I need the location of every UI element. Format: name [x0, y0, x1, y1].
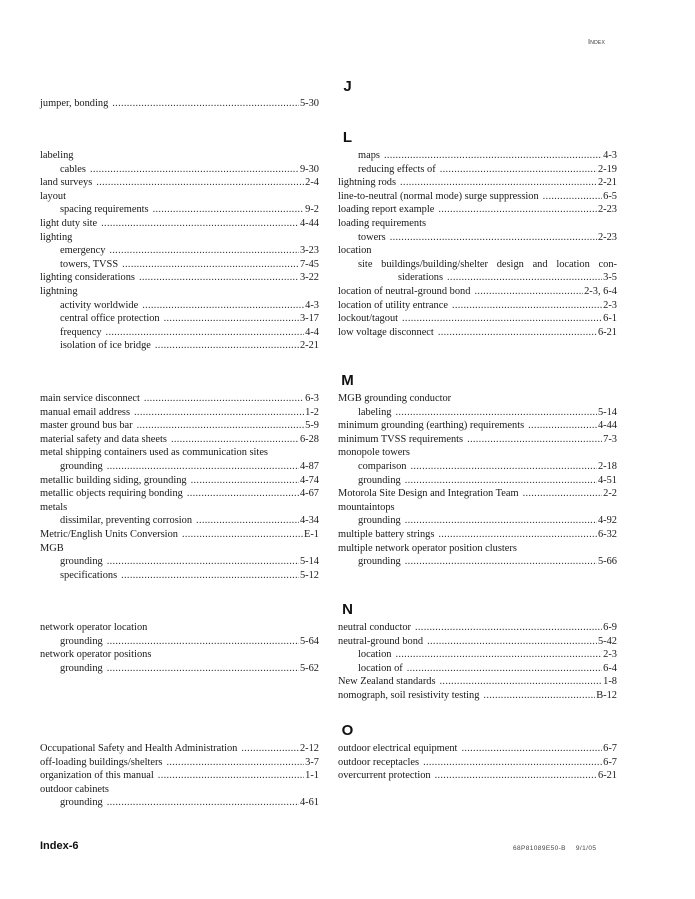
index-term: multiple network operator position clusters [338, 542, 517, 554]
index-entry [40, 446, 319, 460]
index-entry [40, 635, 319, 649]
index-entry [338, 662, 617, 676]
index-entry [40, 149, 319, 163]
index-entry [40, 474, 319, 488]
index-entry [338, 689, 617, 703]
dot-leader [405, 474, 597, 488]
index-term: grounding [60, 662, 103, 674]
index-term: grounding [60, 635, 103, 647]
index-term: overcurrent protection [338, 770, 431, 782]
index-column [40, 621, 319, 675]
dot-leader [461, 742, 602, 756]
index-term: grounding [60, 556, 103, 568]
index-entry [40, 339, 319, 353]
index-term: labeling [358, 406, 392, 418]
index-entry [338, 542, 617, 556]
dot-leader [440, 163, 597, 177]
index-entry [40, 662, 319, 676]
dot-leader [447, 271, 602, 285]
doc-number: 68P81089E50-B [513, 845, 566, 852]
index-term: lightning rods [338, 177, 397, 189]
index-entry [40, 244, 319, 258]
index-term: off-loading buildings/shelters [40, 756, 163, 768]
dot-leader [144, 392, 304, 406]
page-reference[interactable]: 5-14 [597, 406, 617, 418]
index-term: multiple battery strings [338, 528, 435, 540]
page-reference[interactable]: 4-74 [299, 474, 319, 486]
index-term: MGB [40, 542, 64, 554]
index-term: metal shipping containers used as communication sites [40, 447, 268, 459]
index-entry [338, 217, 617, 231]
page-reference[interactable]: 6-21 [597, 326, 617, 338]
dot-leader [438, 326, 597, 340]
index-entry [338, 648, 617, 662]
index-term: lockout/tagout [338, 313, 399, 325]
section-letter-o: O [341, 722, 354, 739]
page-reference[interactable]: 6-9 [603, 622, 617, 633]
dot-leader [158, 769, 304, 783]
index-term: Motorola Site Design and Integration Team [338, 488, 519, 500]
index-term: maps [358, 150, 380, 161]
index-entry [40, 514, 319, 528]
index-entry [338, 326, 617, 340]
index-entry [40, 648, 319, 662]
page-reference[interactable]: 9-30 [299, 163, 319, 175]
index-entry [338, 742, 617, 756]
page-reference[interactable]: 2-21 [299, 340, 319, 352]
page-reference[interactable]: 2-3, 6-4 [584, 285, 617, 297]
page-reference[interactable]: 4-44 [597, 420, 617, 432]
index-term: New Zealand standards [338, 676, 436, 688]
dot-leader [90, 163, 299, 177]
index-column [338, 149, 617, 339]
dot-leader [390, 231, 597, 245]
dot-leader [483, 689, 595, 703]
page-reference[interactable]: 4-4 [305, 326, 319, 338]
index-term: location of neutral-ground bond [338, 285, 471, 297]
index-entry [338, 244, 617, 258]
index-term: Occupational Safety and Health Administration [40, 743, 238, 754]
dot-leader [139, 271, 299, 285]
dot-leader [452, 299, 602, 313]
index-term: loading report example [338, 204, 435, 216]
index-entry [40, 742, 319, 756]
index-entry [338, 176, 617, 190]
dot-leader [134, 406, 304, 420]
running-head: Index [588, 37, 605, 46]
page-reference[interactable]: 4-44 [299, 217, 319, 229]
page-reference[interactable]: 5-64 [299, 635, 319, 647]
index-entry [40, 406, 319, 420]
index-entry [338, 555, 617, 569]
page-reference[interactable]: 4-3 [305, 299, 319, 311]
index-term: location of [358, 662, 403, 674]
page-reference[interactable]: 7-3 [603, 433, 617, 445]
page-reference[interactable]: 4-61 [299, 797, 319, 809]
index-entry [338, 635, 617, 649]
page-reference[interactable]: 4-51 [597, 474, 617, 486]
page-reference[interactable]: 4-87 [299, 460, 319, 472]
index-entry [338, 514, 617, 528]
index-term: lighting [40, 231, 73, 243]
dot-leader [241, 742, 299, 756]
index-term: light duty site [40, 217, 98, 229]
page-reference[interactable]: 5-14 [299, 556, 319, 568]
page-reference[interactable]: 5-66 [597, 556, 617, 568]
dot-leader [107, 796, 299, 810]
index-entry [40, 569, 319, 583]
index-term: MGB grounding conductor [338, 393, 452, 404]
index-entry [40, 163, 319, 177]
index-term: dissimilar, preventing corrosion [60, 515, 193, 527]
dot-leader [96, 176, 304, 190]
page-label: Index-6 [40, 840, 79, 852]
index-column [40, 392, 319, 582]
index-entry [40, 621, 319, 635]
dot-leader [528, 419, 597, 433]
index-term: towers [358, 231, 386, 243]
dot-leader [155, 339, 299, 353]
page-reference[interactable]: 6-7 [603, 756, 617, 768]
index-term: minimum TVSS requirements [338, 433, 464, 445]
dot-leader [405, 555, 597, 569]
index-term: metallic objects requiring bonding [40, 488, 183, 500]
dot-leader [543, 190, 602, 204]
index-term: cables [60, 163, 86, 175]
dot-leader [407, 662, 602, 676]
dot-leader [182, 528, 303, 542]
dot-leader [101, 217, 299, 231]
index-term: jumper, bonding [40, 98, 109, 109]
dot-leader [109, 244, 299, 258]
index-term: low voltage disconnect [338, 326, 434, 338]
index-term: network operator location [40, 622, 148, 633]
index-entry [338, 675, 617, 689]
index-term: monopole towers [338, 447, 410, 459]
dot-leader [112, 97, 299, 111]
section-letter-j: J [343, 78, 352, 95]
dot-leader [153, 203, 305, 217]
dot-leader [107, 460, 299, 474]
dot-leader [164, 312, 299, 326]
index-term: spacing requirements [60, 204, 149, 216]
index-term: master ground bus bar [40, 420, 133, 432]
index-term: metallic building siding, grounding [40, 474, 187, 486]
index-term: frequency [60, 326, 102, 338]
index-entry [338, 769, 617, 783]
page-reference[interactable]: 1-1 [305, 770, 319, 782]
dot-leader [395, 648, 602, 662]
page-reference[interactable]: 2-23 [597, 231, 617, 243]
index-entry [40, 796, 319, 810]
index-column [40, 742, 319, 810]
index-entry [40, 285, 319, 299]
dot-leader [395, 406, 596, 420]
page-reference[interactable]: 3-7 [305, 756, 319, 768]
dot-leader [121, 569, 299, 583]
index-column [338, 742, 617, 783]
index-entry [338, 231, 617, 245]
page-reference[interactable]: 5-42 [597, 635, 617, 647]
index-term: organization of this manual [40, 770, 154, 782]
dot-leader [171, 433, 299, 447]
dot-leader [523, 487, 603, 501]
page-reference[interactable]: 4-67 [299, 488, 319, 500]
index-term: Metric/English Units Conversion [40, 528, 178, 540]
page-reference[interactable]: 5-30 [299, 98, 319, 109]
index-term: minimum grounding (earthing) requirements [338, 420, 525, 432]
page-reference[interactable]: 6-1 [603, 313, 617, 325]
index-entry [338, 621, 617, 635]
index-entry [40, 528, 319, 542]
index-term: manual email address [40, 406, 131, 418]
page-reference[interactable]: 5-9 [305, 420, 319, 432]
index-term: line-to-neutral (normal mode) surge suppression [338, 190, 539, 202]
dot-leader [196, 514, 299, 528]
index-entry [338, 446, 617, 460]
index-entry [338, 433, 617, 447]
page-reference[interactable]: 6-7 [603, 743, 617, 754]
index-term: network operator positions [40, 649, 152, 661]
dot-leader [107, 662, 299, 676]
index-term: main service disconnect [40, 393, 140, 404]
index-entry [40, 460, 319, 474]
page-reference[interactable]: 4-34 [299, 515, 319, 527]
index-term: neutral conductor [338, 622, 411, 633]
index-entry [40, 190, 319, 204]
index-entry [338, 190, 617, 204]
dot-leader [435, 769, 597, 783]
page-reference[interactable]: 6-5 [603, 190, 617, 202]
dot-leader [410, 460, 596, 474]
dot-leader [191, 474, 299, 488]
index-term: specifications [60, 569, 118, 581]
index-column [40, 97, 319, 111]
page-reference[interactable]: 1-2 [305, 406, 319, 418]
index-entry [40, 487, 319, 501]
index-entry [40, 326, 319, 340]
index-term: loading requirements [338, 217, 427, 229]
index-term: towers, TVSS [60, 258, 119, 270]
index-entry [338, 501, 617, 515]
index-term: lightning [40, 285, 78, 297]
index-term: site buildings/building/shelter design and location con- [358, 258, 617, 270]
index-term: reducing effects of [358, 163, 436, 175]
index-entry [40, 555, 319, 569]
index-entry [338, 487, 617, 501]
doc-info [513, 845, 596, 852]
index-entry [338, 149, 617, 163]
section-letter-l: L [342, 129, 353, 146]
index-column [338, 392, 617, 569]
dot-leader [402, 312, 602, 326]
index-entry [338, 460, 617, 474]
index-term: outdoor cabinets [40, 783, 109, 795]
page-reference[interactable]: 6-3 [305, 393, 319, 404]
index-entry [338, 258, 617, 272]
index-term: grounding [60, 797, 103, 809]
index-entry [40, 392, 319, 406]
index-term: comparison [358, 460, 407, 472]
page-reference[interactable]: B-12 [596, 689, 617, 701]
index-term: grounding [358, 474, 401, 486]
dot-leader [166, 756, 304, 770]
index-term: grounding [358, 556, 401, 568]
index-term: nomograph, soil resistivity testing [338, 689, 480, 701]
index-entry [40, 542, 319, 556]
page-reference[interactable]: 3-22 [299, 272, 319, 284]
index-entry [338, 285, 617, 299]
page-reference[interactable]: 4-92 [597, 515, 617, 527]
index-entry [338, 392, 617, 406]
index-term: activity worldwide [60, 299, 139, 311]
page-reference[interactable]: 2-21 [597, 177, 617, 189]
index-entry [40, 203, 319, 217]
index-term: location [358, 649, 392, 661]
index-term: grounding [358, 515, 401, 527]
page-reference[interactable]: 9-2 [305, 204, 319, 216]
index-term: mountaintops [338, 501, 395, 513]
dot-leader [137, 419, 305, 433]
index-entry [338, 299, 617, 313]
index-entry [40, 299, 319, 313]
page-reference[interactable]: E-1 [303, 528, 319, 540]
index-term: grounding [60, 460, 103, 472]
page-reference[interactable]: 2-3 [603, 649, 617, 661]
page-reference[interactable]: 2-19 [597, 163, 617, 175]
index-entry [338, 163, 617, 177]
index-entry [40, 97, 319, 111]
page-reference[interactable]: 2-2 [603, 488, 617, 500]
index-entry [40, 501, 319, 515]
index-entry [338, 474, 617, 488]
dot-leader [438, 528, 597, 542]
index-entry [338, 419, 617, 433]
index-entry [40, 783, 319, 797]
index-entry [338, 312, 617, 326]
dot-leader [106, 326, 305, 340]
index-entry [40, 231, 319, 245]
dot-leader [415, 621, 602, 635]
index-term: neutral-ground bond [338, 635, 424, 647]
index-entry [338, 756, 617, 770]
index-entry [338, 528, 617, 542]
dot-leader [400, 176, 597, 190]
index-term: location [338, 245, 372, 257]
dot-leader [187, 487, 299, 501]
index-entry [40, 769, 319, 783]
index-term: lighting considerations [40, 272, 135, 284]
dot-leader [423, 756, 602, 770]
page-reference[interactable]: 2-12 [299, 743, 319, 754]
index-entry [40, 217, 319, 231]
index-entry [40, 756, 319, 770]
index-entry [40, 312, 319, 326]
section-letter-m: M [341, 372, 354, 389]
dot-leader [474, 285, 583, 299]
index-entry [40, 258, 319, 272]
page-reference[interactable]: 4-3 [603, 150, 617, 161]
index-term: siderations [398, 272, 444, 284]
page-reference[interactable]: 1-8 [603, 676, 617, 688]
dot-leader [438, 203, 597, 217]
index-term: labeling [40, 150, 74, 161]
index-term: land surveys [40, 177, 93, 189]
dot-leader [107, 555, 299, 569]
index-column [338, 621, 617, 703]
index-term: material safety and data sheets [40, 433, 167, 445]
page-reference[interactable]: 2-18 [597, 460, 617, 472]
dot-leader [440, 675, 603, 689]
page-reference[interactable]: 2-3 [603, 299, 617, 311]
page-reference[interactable]: 6-21 [597, 770, 617, 782]
page-reference[interactable]: 7-45 [299, 258, 319, 270]
section-letter-n: N [342, 601, 353, 618]
dot-leader [405, 514, 597, 528]
index-entry [338, 203, 617, 217]
index-entry [338, 271, 617, 285]
page-reference[interactable]: 6-32 [597, 528, 617, 540]
dot-leader [467, 433, 602, 447]
index-term: layout [40, 190, 66, 202]
dot-leader [122, 258, 299, 272]
dot-leader [142, 299, 304, 313]
doc-date: 9/1/05 [575, 845, 597, 852]
page-reference[interactable]: 5-12 [299, 569, 319, 581]
dot-leader [107, 635, 299, 649]
index-entry [40, 419, 319, 433]
index-term: outdoor electrical equipment [338, 743, 458, 754]
index-term: central office protection [60, 313, 160, 325]
index-term: metals [40, 501, 68, 513]
index-term: location of utility entrance [338, 299, 448, 311]
index-term: emergency [60, 245, 106, 257]
dot-leader [384, 149, 602, 163]
page-reference[interactable]: 3-17 [299, 313, 319, 325]
dot-leader [427, 635, 597, 649]
index-column [40, 149, 319, 353]
index-term: outdoor receptacles [338, 756, 420, 768]
index-entry [40, 176, 319, 190]
page-reference[interactable]: 5-62 [299, 662, 319, 674]
page-reference[interactable]: 2-23 [597, 204, 617, 216]
index-entry [40, 433, 319, 447]
index-entry [338, 406, 617, 420]
index-entry [40, 271, 319, 285]
page-reference[interactable]: 2-4 [305, 177, 319, 189]
page-reference[interactable]: 3-23 [299, 245, 319, 257]
page-reference[interactable]: 3-5 [603, 272, 617, 284]
index-term: isolation of ice bridge [60, 340, 151, 352]
page-reference[interactable]: 6-4 [603, 662, 617, 674]
page-reference[interactable]: 6-28 [299, 433, 319, 445]
